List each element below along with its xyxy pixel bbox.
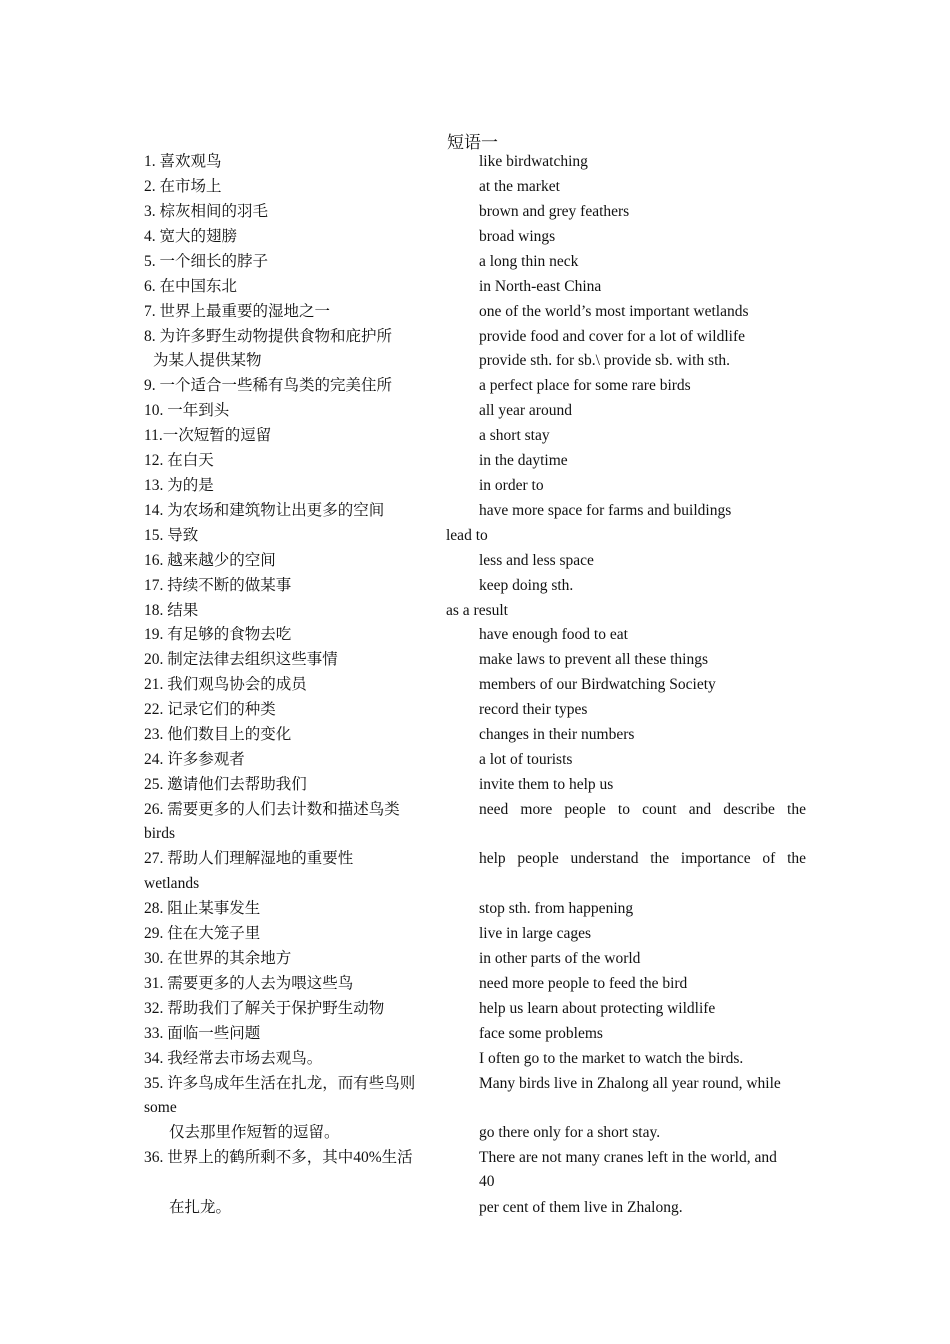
phrase-line (144, 551, 806, 576)
english-phrase: There are not many cranes left in the world, and (479, 1149, 777, 1166)
english-phrase: go there only for a short stay. (479, 1124, 661, 1141)
phrase-line (144, 202, 806, 227)
phrase-line (144, 1198, 806, 1223)
phrase-line (144, 401, 806, 426)
english-phrase: a short stay (479, 427, 550, 444)
english-phrase: record their types (479, 701, 588, 718)
english-phrase: keep doing sth. (479, 577, 574, 594)
chinese-phrase: 31. 需要更多的人去为喂这些鸟 (144, 975, 354, 992)
english-phrase: provide sth. for sb.\ provide sb. with sth. (479, 352, 730, 369)
chinese-phrase: 15. 导致 (144, 527, 199, 544)
phrase-line (144, 1172, 806, 1197)
phrase-line (144, 725, 806, 750)
english-phrase: make laws to prevent all these things (479, 651, 708, 668)
english-phrase: live in large cages (479, 925, 592, 942)
chinese-phrase: 20. 制定法律去组织这些事情 (144, 651, 338, 668)
chinese-phrase: 在扎龙。 (169, 1199, 232, 1216)
english-phrase: I often go to the market to watch the birds. (479, 1050, 744, 1067)
chinese-phrase: 5. 一个细长的脖子 (144, 253, 269, 270)
chinese-phrase: 7. 世界上最重要的湿地之一 (144, 303, 331, 320)
chinese-phrase: 2. 在市场上 (144, 178, 222, 195)
phrase-line (144, 426, 806, 451)
english-phrase: Many birds live in Zhalong all year round, while (479, 1075, 781, 1092)
phrase-line (144, 526, 806, 551)
phrase-line (144, 1024, 806, 1049)
chinese-phrase: 14. 为农场和建筑物让出更多的空间 (144, 502, 385, 519)
phrase-line (144, 924, 806, 949)
chinese-phrase: 24. 许多参观者 (144, 751, 245, 768)
phrase-line (144, 899, 806, 924)
chinese-phrase: 为某人提供某物 (153, 352, 262, 369)
phrase-line (144, 277, 806, 302)
english-phrase: provide food and cover for a lot of wildlife (479, 328, 745, 345)
chinese-phrase: 17. 持续不断的做某事 (144, 577, 292, 594)
phrase-line (144, 775, 806, 800)
english-phrase: help us learn about protecting wildlife (479, 1000, 716, 1017)
phrase-line (144, 974, 806, 999)
chinese-phrase: 26. 需要更多的人们去计数和描述鸟类 (144, 801, 400, 818)
english-phrase: less and less space (479, 552, 594, 569)
chinese-phrase: 28. 阻止某事发生 (144, 900, 261, 917)
chinese-phrase: 9. 一个适合一些稀有鸟类的完美住所 (144, 377, 393, 394)
phrase-line (144, 700, 806, 725)
phrase-line (144, 327, 806, 352)
chinese-phrase: 30. 在世界的其余地方 (144, 950, 292, 967)
chinese-phrase: wetlands (144, 875, 200, 892)
english-phrase: as a result (446, 602, 508, 619)
phrase-line (144, 750, 806, 775)
chinese-phrase: 22. 记录它们的种类 (144, 701, 276, 718)
english-phrase: face some problems (479, 1025, 603, 1042)
english-phrase: per cent of them live in Zhalong. (479, 1199, 683, 1216)
chinese-phrase: 11.一次短暂的逗留 (144, 427, 272, 444)
phrase-line (144, 302, 806, 327)
chinese-phrase: 1. 喜欢观鸟 (144, 153, 222, 170)
english-phrase: all year around (479, 402, 572, 419)
chinese-phrase: 36. 世界上的鹤所剩不多，其中40%生活 (144, 1149, 413, 1166)
english-phrase: in North-east China (479, 278, 602, 295)
english-phrase: have more space for farms and buildings (479, 502, 732, 519)
page-title: 短语一 (447, 133, 498, 152)
chinese-phrase: 仅去那里作短暂的逗留。 (169, 1124, 340, 1141)
phrase-line (144, 601, 806, 626)
chinese-phrase: 6. 在中国东北 (144, 278, 238, 295)
english-phrase: a lot of tourists (479, 751, 573, 768)
chinese-phrase: 4. 宽大的翅膀 (144, 228, 238, 245)
chinese-phrase: 23. 他们数目上的变化 (144, 726, 292, 743)
chinese-phrase: 25. 邀请他们去帮助我们 (144, 776, 307, 793)
english-phrase: need more people to count and describe the (479, 801, 806, 818)
chinese-phrase: 8. 为许多野生动物提供食物和庇护所 (144, 328, 393, 345)
english-phrase: changes in their numbers (479, 726, 635, 743)
phrase-line (144, 227, 806, 252)
chinese-phrase: 29. 住在大笼子里 (144, 925, 261, 942)
phrase-line (144, 650, 806, 675)
chinese-phrase: 12. 在白天 (144, 452, 214, 469)
english-phrase: invite them to help us (479, 776, 614, 793)
english-phrase: stop sth. from happening (479, 900, 634, 917)
phrase-line (144, 1074, 806, 1099)
english-phrase: brown and grey feathers (479, 203, 630, 220)
phrase-line (144, 252, 806, 277)
english-phrase: in other parts of the world (479, 950, 641, 967)
english-phrase: a perfect place for some rare birds (479, 377, 691, 394)
english-phrase: one of the world’s most important wetlands (479, 303, 749, 320)
phrase-line (144, 376, 806, 401)
chinese-phrase: birds (144, 825, 175, 842)
phrase-line (144, 1098, 806, 1123)
phrase-line (144, 152, 806, 177)
chinese-phrase: 3. 棕灰相间的羽毛 (144, 203, 269, 220)
phrase-line (144, 451, 806, 476)
chinese-phrase: 33. 面临一些问题 (144, 1025, 261, 1042)
english-phrase: broad wings (479, 228, 556, 245)
english-phrase: in the daytime (479, 452, 568, 469)
phrase-line (144, 675, 806, 700)
english-phrase: lead to (446, 527, 488, 544)
chinese-phrase: 27. 帮助人们理解湿地的重要性 (144, 850, 354, 867)
phrase-line (144, 800, 806, 825)
phrase-line (144, 476, 806, 501)
english-phrase: help people understand the importance of the (479, 850, 806, 867)
phrase-line (144, 999, 806, 1024)
chinese-phrase: some (144, 1099, 177, 1116)
english-phrase: a long thin neck (479, 253, 579, 270)
chinese-phrase: 21. 我们观鸟协会的成员 (144, 676, 307, 693)
phrase-line (144, 949, 806, 974)
english-phrase: need more people to feed the bird (479, 975, 688, 992)
phrase-line (144, 351, 806, 376)
chinese-phrase: 18. 结果 (144, 602, 199, 619)
chinese-phrase: 19. 有足够的食物去吃 (144, 626, 292, 643)
english-phrase: at the market (479, 178, 560, 195)
chinese-phrase: 16. 越来越少的空间 (144, 552, 276, 569)
phrase-line (144, 874, 806, 899)
chinese-phrase: 34. 我经常去市场去观鸟。 (144, 1050, 323, 1067)
phrase-line (144, 824, 806, 849)
chinese-phrase: 10. 一年到头 (144, 402, 230, 419)
phrase-line (144, 1123, 806, 1148)
chinese-phrase: 35. 许多鸟成年生活在扎龙，而有些鸟则 (144, 1075, 416, 1092)
phrase-line (144, 576, 806, 601)
english-phrase: have enough food to eat (479, 626, 628, 643)
phrase-line (144, 625, 806, 650)
chinese-phrase: 32. 帮助我们了解关于保护野生动物 (144, 1000, 385, 1017)
phrase-line (144, 1148, 806, 1173)
english-phrase: in order to (479, 477, 544, 494)
english-phrase: 40 (479, 1173, 495, 1190)
english-phrase: like birdwatching (479, 153, 588, 170)
phrase-line (144, 177, 806, 202)
phrase-line (144, 501, 806, 526)
chinese-phrase: 13. 为的是 (144, 477, 214, 494)
phrase-line (144, 1049, 806, 1074)
english-phrase: members of our Birdwatching Society (479, 676, 716, 693)
phrase-line (144, 849, 806, 874)
